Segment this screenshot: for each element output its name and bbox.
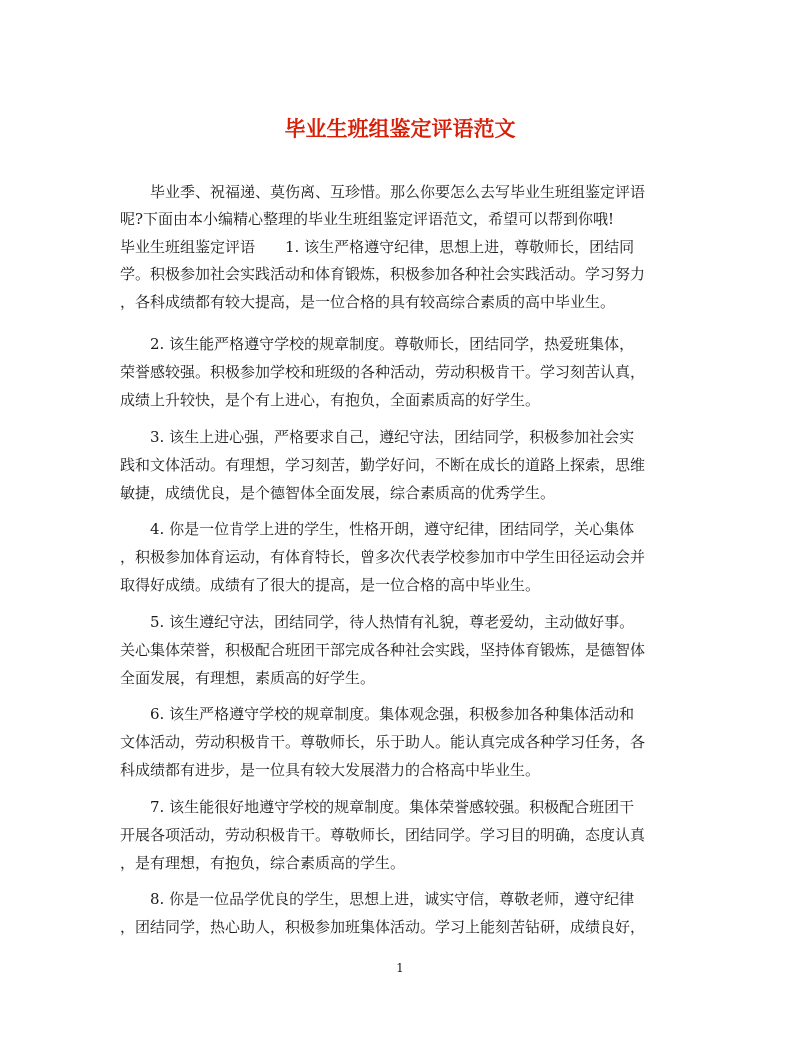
text-line: 2. 该生能严格遵守学校的规章制度。尊敬师长，团结同学，热爱班集体， (120, 335, 635, 353)
text-line: 成绩上升较快，是个有上进心，有抱负，全面素质高的好学生。 (120, 391, 541, 409)
page-number: 1 (396, 961, 404, 975)
text-line: 敏捷，成绩优良，是个德智体全面发展，综合素质高的优秀学生。 (120, 484, 556, 502)
text-line: 毕业季、祝福递、莫伤离、互珍惜。那么你要怎么去写毕业生班组鉴定评语 (120, 183, 646, 201)
text-line: ，积极参加体育运动，有体育特长，曾多次代表学校参加市中学生田径运动会并 (120, 548, 646, 566)
text-line: 6. 该生严格遵守学校的规章制度。集体观念强，积极参加各种集体活动和 (120, 705, 635, 723)
text-line: 3. 该生上进心强，严格要求自己，遵纪守法，团结同学，积极参加社会实 (120, 428, 635, 446)
text-line: 7. 该生能很好地遵守学校的规章制度。集体荣誉感较强。积极配合班团干 (120, 798, 635, 816)
text-line: 取得好成绩。成绩有了很大的提高，是一位合格的高中毕业生。 (120, 576, 541, 594)
text-line: 8. 你是一位品学优良的学生，思想上进，诚实守信，尊敬老师，遵守纪律 (120, 890, 635, 908)
text-line: 荣誉感较强。积极参加学校和班级的各种活动，劳动积极肯干。学习刻苦认真， (120, 363, 646, 381)
text-line: 文体活动，劳动积极肯干。尊敬师长，乐于助人。能认真完成各种学习任务，各 (120, 733, 646, 751)
text-line: 全面发展，有理想，素质高的好学生。 (120, 669, 376, 687)
text-line: ，各科成绩都有较大提高，是一位合格的具有较高综合素质的高中毕业生。 (120, 293, 616, 311)
text-line: 学。积极参加社会实践活动和体育锻炼，积极参加各种社会实践活动。学习努力 (120, 265, 646, 283)
text-line: 开展各项活动，劳动积极肯干。尊敬师长，团结同学。学习目的明确，态度认真 (120, 826, 646, 844)
text-line: ，团结同学，热心助人，积极参加班集体活动。学习上能刻苦钻研，成绩良好， (120, 918, 646, 936)
text-line: 4. 你是一位肯学上进的学生，性格开朗，遵守纪律，团结同学，关心集体 (120, 520, 635, 538)
text-line: 5. 该生遵纪守法，团结同学，待人热情有礼貌，尊老爱幼，主动做好事。 (120, 613, 635, 631)
text-line: 关心集体荣誉，积极配合班团干部完成各种社会实践，坚持体育锻炼，是德智体 (120, 641, 646, 659)
document-title: 毕业生班组鉴定评语范文 (284, 117, 516, 141)
text-line: 呢?下面由本小编精心整理的毕业生班组鉴定评语范文，希望可以帮到你哦! (120, 210, 615, 228)
text-line: ，是有理想，有抱负，综合素质高的学生。 (120, 854, 406, 872)
text-line: 科成绩都有进步，是一位具有较大发展潜力的合格高中毕业生。 (120, 761, 541, 779)
text-line: 践和文体活动。有理想，学习刻苦，勤学好问，不断在成长的道路上探索，思维 (120, 456, 646, 474)
text-line: 毕业生班组鉴定评语 1. 该生严格遵守纪律，思想上进，尊敬师长，团结同 (120, 238, 635, 256)
